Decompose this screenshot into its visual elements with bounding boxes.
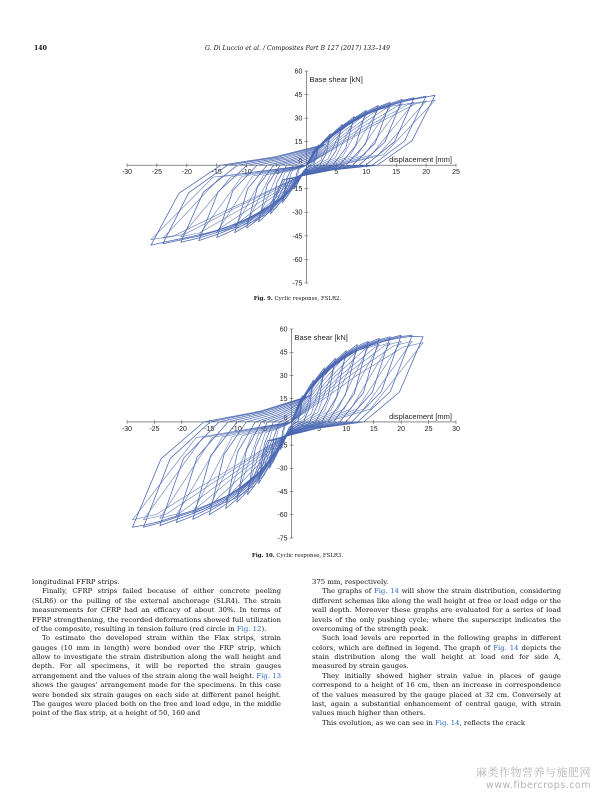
x-tick-label: -25	[149, 425, 160, 433]
x-tick-label: -20	[181, 169, 192, 177]
right-paragraph: 375 mm, respectively.	[312, 578, 389, 586]
y-tick-label: 15	[279, 396, 288, 404]
figure-reference-link[interactable]: Fig. 12	[236, 624, 262, 633]
figure-9-caption-text: Cyclic response, FSLR2.	[274, 296, 342, 302]
x-tick-label: -30	[121, 169, 133, 177]
x-tick-label: -20	[176, 425, 187, 433]
x-tick-label: -10	[241, 169, 252, 177]
y-tick-label: 45	[279, 349, 288, 357]
x-tick-label: 15	[392, 169, 401, 177]
x-tick-label: -5	[260, 425, 268, 433]
figure-reference-link[interactable]: Fig. 14	[493, 643, 519, 652]
y-tick-label: 30	[294, 115, 303, 123]
x-tick-label: 5	[334, 169, 339, 177]
x-tick-label: -30	[121, 425, 133, 433]
y-tick-label: -45	[277, 488, 288, 496]
x-tick-label: 25	[452, 169, 460, 177]
x-tick-label: -15	[211, 169, 222, 177]
y-tick-label: -45	[292, 233, 303, 241]
left-text-column	[32, 578, 281, 719]
figure-reference-link[interactable]: Fig. 13	[256, 671, 282, 680]
x-tick-label: 20	[397, 425, 406, 433]
x-tick-label: 5	[316, 425, 321, 433]
page-number: 140	[34, 45, 47, 52]
figure-10-caption-text: Cyclic response, FSLR3.	[276, 553, 344, 559]
y-tick-label: 15	[294, 139, 303, 147]
x-tick-label: -15	[204, 425, 215, 433]
right-paragraph: They initially showed higher strain value in places of gauge correspond to a height of 16 cm, then an increase in correspondence of the values measured by the gauge placed at 32 cm. Conversely at last, again a substantial enhancement of central gauge, with strain values much higher than others.	[312, 671, 561, 718]
x-tick-label: 10	[362, 169, 371, 177]
site-watermark: 麻类作物营养与施肥网 www.fibercrops.com	[476, 766, 591, 791]
x-tick-label: -10	[231, 425, 242, 433]
x-tick-label: -5	[273, 169, 280, 177]
journal-header: G. Di Luccio et al. / Composites Part B 127 (2017) 133–149	[204, 45, 390, 52]
right-text-column	[312, 578, 561, 728]
figure-9-chart	[0, 62, 595, 292]
figure-10-caption	[0, 553, 595, 559]
right-paragraph: Such load levels are reported in the following graphs in different colors, which are defined in legend. The graph of Fig. 14 depicts the stain distribution along the wall height at load end for side A, measured by strain gauges.	[312, 634, 561, 671]
y-tick-label: 30	[279, 372, 288, 380]
x-tick-label: -25	[151, 169, 162, 177]
left-paragraph: To estimate the developed strain within the Flax strips, strain gauges (10 mm in length) were bonded over the FRP strip, which allow to investigate the strain distribution along the wall height and depth. For all specimens, it will be reported the strain gauges arrangement and the values of the strain along the wall height. Fig. 13 shows the gauges' arrangement made for the specimens. In this case were bonded six strain gauges on each side at different panel height. The gauges were placed both on the free and load edge, in the middle point of the flax strip, at a height of 50, 160 and	[32, 634, 282, 718]
figure-9-caption-label: Fig. 9.	[253, 296, 273, 302]
y-tick-label: -30	[292, 209, 303, 217]
x-tick-label: 20	[422, 169, 430, 177]
y-tick-label: -15	[277, 442, 288, 450]
hysteresis-loop	[160, 335, 401, 525]
y-tick-label: -75	[292, 280, 303, 288]
right-paragraph: The graphs of Fig. 14 will show the strain distribution, considering different schemas like along the wall height at free or load edge or the wall depth. Moreover these graphs are evaluated for a series of load levels of the only pushing cycle; where the superscript indicates the overcoming of the strength peak.	[312, 587, 561, 633]
figure-9-caption	[0, 296, 595, 302]
left-paragraph: longitudinal FFRP strips.	[32, 578, 120, 586]
y-tick-label: 60	[294, 68, 303, 76]
x-axis-label: displacement [mm]	[389, 411, 452, 421]
x-tick-label: 30	[452, 425, 460, 433]
figure-reference-link[interactable]: Fig. 14	[373, 587, 399, 596]
y-tick-label: -75	[277, 535, 288, 543]
y-tick-label: -15	[292, 186, 303, 194]
x-tick-label: 0	[304, 169, 309, 177]
left-paragraph: Finally, CFRP strips failed because of either concrete peeling (SLR6) or the pulling of the external anchorage (SLR4). The strain measurements for CFRP had an efficacy of about 30%. In terms of FFRP strengthening, the recorded deformations showed full utilization of the composite, resulting in tension failure (red circle in Fig. 12).	[32, 587, 281, 633]
x-tick-label: 25	[424, 425, 433, 433]
x-axis-label: displacement [mm]	[389, 155, 452, 165]
y-tick-label: 0	[298, 158, 303, 166]
y-axis-label: Base shear [kN]	[309, 75, 363, 84]
y-axis-label: Base shear [kN]	[294, 333, 348, 342]
y-tick-label: -60	[277, 512, 288, 520]
y-tick-label: -30	[277, 465, 288, 473]
x-tick-label: 10	[342, 425, 351, 433]
figure-10-caption-label: Fig. 10.	[251, 553, 275, 559]
figure-10-chart	[0, 323, 595, 548]
x-tick-label: 0	[289, 425, 294, 433]
y-tick-label: 45	[294, 91, 303, 99]
y-tick-label: -60	[292, 256, 303, 264]
x-tick-label: 15	[369, 425, 378, 433]
y-tick-label: 60	[279, 326, 288, 334]
figure-reference-link[interactable]: Fig. 14	[434, 718, 460, 727]
right-paragraph: This evolution, as we can see in Fig. 14, reflects the crack	[322, 718, 526, 727]
y-tick-label: 0	[283, 415, 288, 423]
